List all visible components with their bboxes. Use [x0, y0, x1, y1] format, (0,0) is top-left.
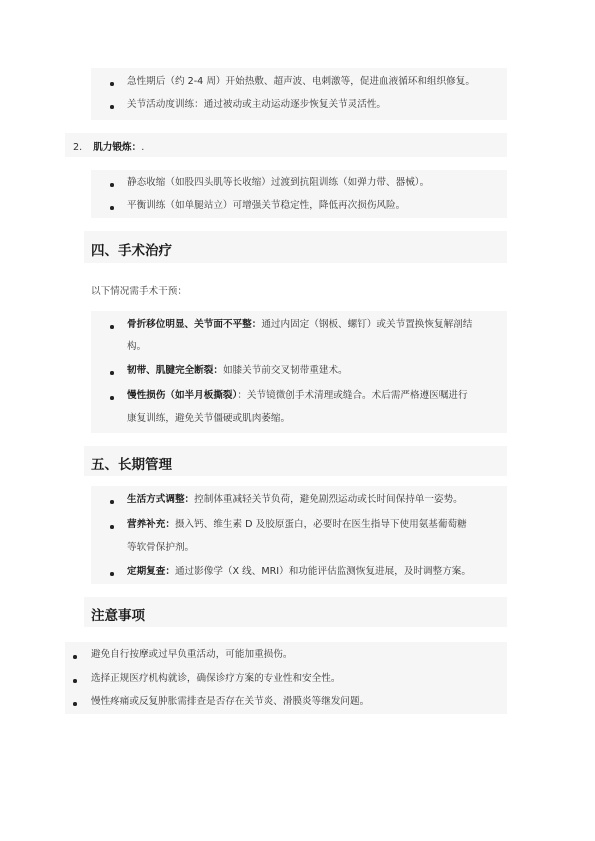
- bullet-icon: [73, 679, 77, 683]
- list-item: 慢性损伤（如半月板撕裂）：关节镜微创手术清理或缝合。术后需严格遵医嘱进行: [127, 390, 468, 401]
- bullet-icon: [73, 702, 77, 706]
- list-item: 骨折移位明显、关节面不平整：通过内固定（钢板、螺钉）或关节置换恢复解剖结: [127, 319, 473, 330]
- numbered-item: [73, 139, 144, 153]
- list-item-continuation: 康复训练，避免关节僵硬或肌肉萎缩。: [127, 413, 291, 424]
- bullet-icon: [110, 396, 114, 400]
- list-item: 平衡训练（如单腿站立）可增强关节稳定性，降低再次损伤风险。: [127, 200, 406, 211]
- heading-background: [84, 597, 507, 627]
- bullet-icon: [110, 500, 114, 504]
- list-item: 急性期后（约 2-4 周）开始热敷、超声波、电刺激等，促进血液循环和组织修复。: [127, 76, 475, 87]
- list-item: 静态收缩（如股四头肌等长收缩）过渡到抗阻训练（如弹力带、器械）。: [127, 177, 430, 188]
- list-item: 避免自行按摩或过早负重活动，可能加重损伤。: [91, 649, 293, 660]
- list-item-continuation: 等软骨保护剂。: [127, 542, 195, 553]
- item-number: 2.: [73, 142, 83, 153]
- list-item: 定期复查：通过影像学（X 线、MRI）和功能评估监测恢复进展，及时调整方案。: [127, 566, 471, 577]
- bullet-icon: [110, 183, 114, 187]
- list-item: 慢性疼痛或反复肿胀需排查是否存在关节炎、滑膜炎等继发问题。: [91, 696, 370, 707]
- list-item: 生活方式调整：控制体重减轻关节负荷，避免剧烈运动或长时间保持单一姿势。: [127, 494, 463, 505]
- intro-text: 以下情况需手术干预：: [91, 286, 187, 297]
- section-heading: 注意事项: [91, 608, 145, 624]
- bullet-icon: [110, 371, 114, 375]
- list-item: 营养补充：摄入钙、维生素 D 及胶原蛋白，必要时在医生指导下使用氨基葡萄糖: [127, 519, 467, 530]
- bullet-icon: [73, 655, 77, 659]
- list-item: 选择正规医疗机构就诊，确保诊疗方案的专业性和安全性。: [91, 673, 341, 684]
- item-title: 肌力锻炼：: [93, 142, 142, 153]
- section-heading: 四、手术治疗: [91, 243, 172, 259]
- list-item: 韧带、肌腱完全断裂：如膝关节前交叉韧带重建术。: [127, 365, 348, 376]
- bullet-icon: [110, 206, 114, 210]
- list-item: 关节活动度训练：通过被动或主动运动逐步恢复关节灵活性。: [127, 99, 387, 110]
- bullet-icon: [110, 105, 114, 109]
- item-tail: .: [141, 142, 145, 153]
- bullet-icon: [110, 82, 114, 86]
- bullet-icon: [110, 572, 114, 576]
- bullet-icon: [110, 525, 114, 529]
- list-item-continuation: 构。: [127, 341, 147, 352]
- section-heading: 五、长期管理: [91, 457, 172, 473]
- bullet-icon: [110, 325, 114, 329]
